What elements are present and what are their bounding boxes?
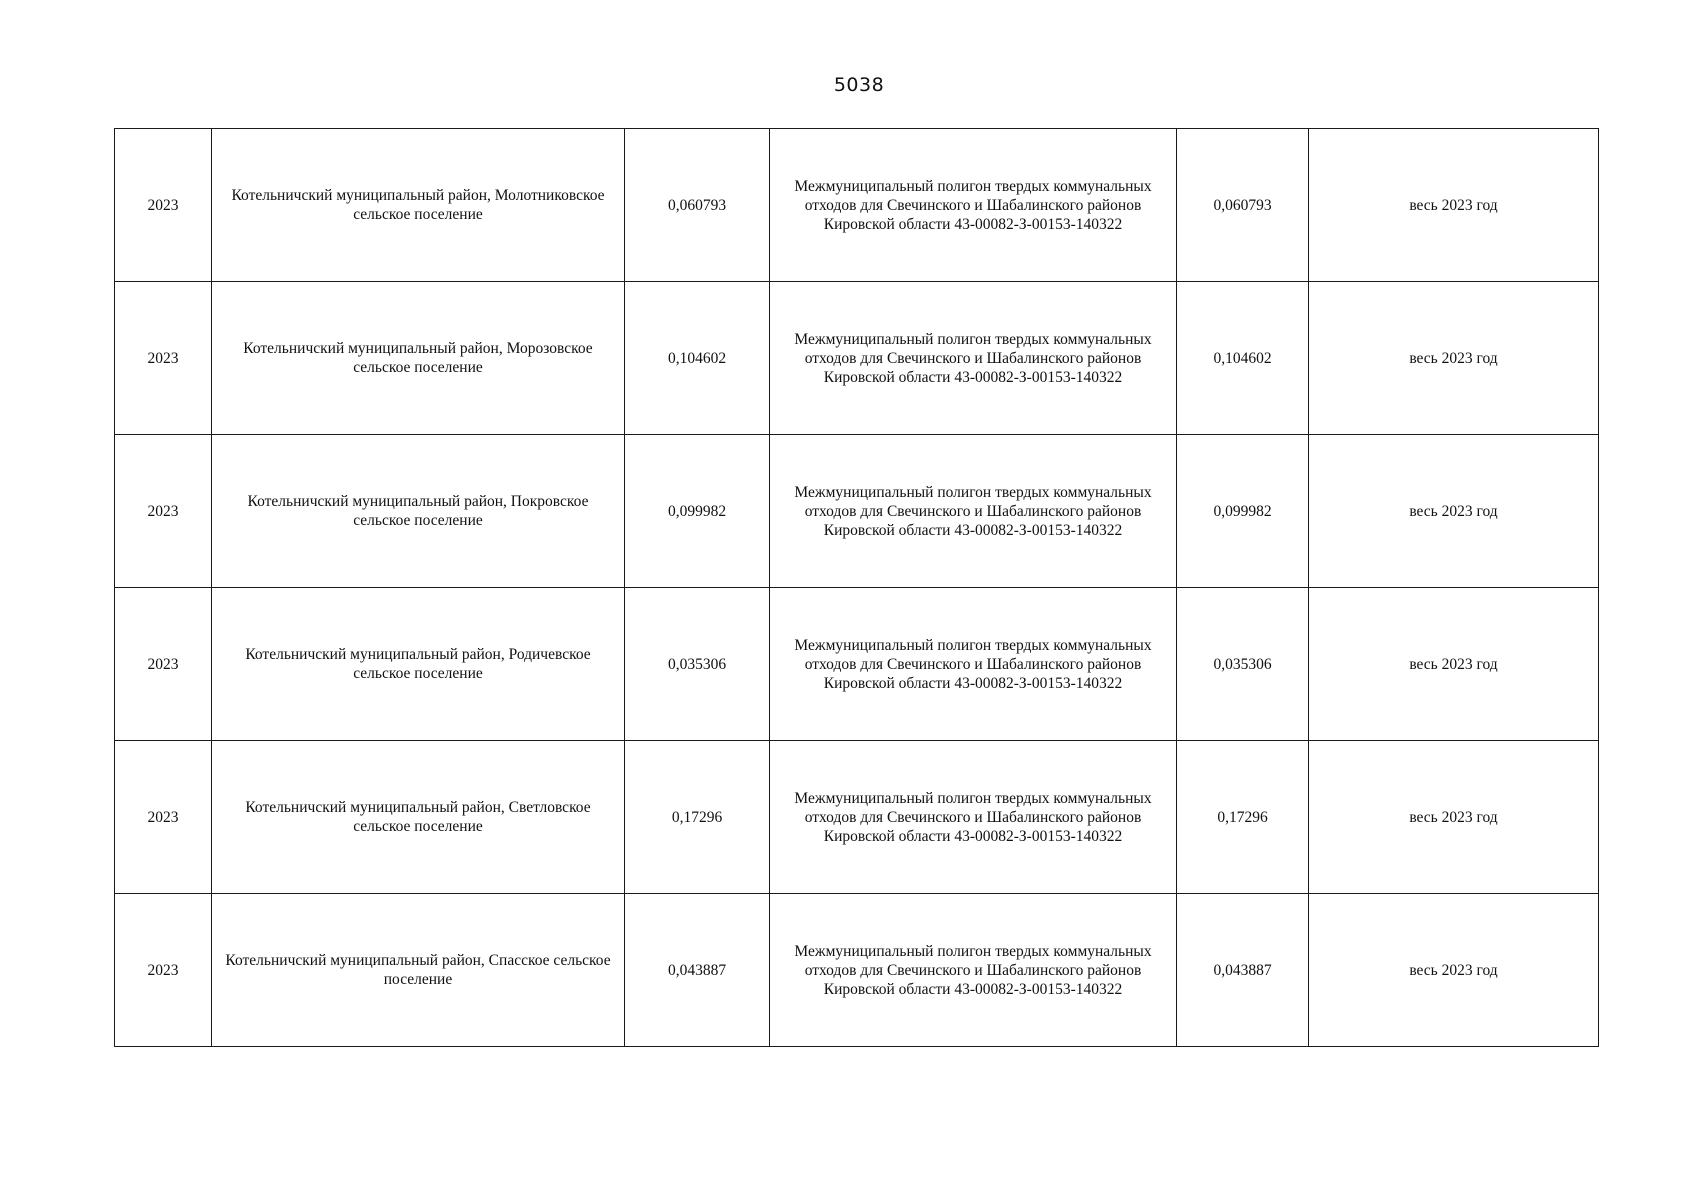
facility-cell: Межмуниципальный полигон твердых коммунальных отходов для Свечинского и Шабалинского районов Кировской области 43-00082-З-00153-140322 — [770, 282, 1177, 435]
volume-cell: 0,060793 — [625, 129, 770, 282]
table-row — [115, 435, 1599, 588]
facility-volume-cell: 0,043887 — [1177, 894, 1309, 1047]
municipality-cell: Котельничский муниципальный район, Спасское сельское поселение — [212, 894, 625, 1047]
table-row — [115, 741, 1599, 894]
period-cell: весь 2023 год — [1309, 894, 1599, 1047]
facility-volume-cell: 0,099982 — [1177, 435, 1309, 588]
municipality-cell: Котельничский муниципальный район, Морозовское сельское поселение — [212, 282, 625, 435]
municipality-cell: Котельничский муниципальный район, Молотниковское сельское поселение — [212, 129, 625, 282]
period-cell: весь 2023 год — [1309, 129, 1599, 282]
facility-cell: Межмуниципальный полигон твердых коммунальных отходов для Свечинского и Шабалинского районов Кировской области 43-00082-З-00153-140322 — [770, 129, 1177, 282]
year-cell: 2023 — [115, 741, 212, 894]
facility-cell: Межмуниципальный полигон твердых коммунальных отходов для Свечинского и Шабалинского районов Кировской области 43-00082-З-00153-140322 — [770, 588, 1177, 741]
table-row — [115, 282, 1599, 435]
facility-volume-cell: 0,17296 — [1177, 741, 1309, 894]
year-cell: 2023 — [115, 435, 212, 588]
year-cell: 2023 — [115, 588, 212, 741]
table-row — [115, 129, 1599, 282]
data-table — [114, 128, 1599, 1047]
facility-volume-cell: 0,060793 — [1177, 129, 1309, 282]
period-cell: весь 2023 год — [1309, 282, 1599, 435]
municipality-cell: Котельничский муниципальный район, Покровское сельское поселение — [212, 435, 625, 588]
facility-cell: Межмуниципальный полигон твердых коммунальных отходов для Свечинского и Шабалинского районов Кировской области 43-00082-З-00153-140322 — [770, 894, 1177, 1047]
page-number: 5038 — [833, 74, 885, 96]
table-row — [115, 894, 1599, 1047]
facility-volume-cell: 0,104602 — [1177, 282, 1309, 435]
volume-cell: 0,104602 — [625, 282, 770, 435]
volume-cell: 0,043887 — [625, 894, 770, 1047]
municipality-cell: Котельничский муниципальный район, Родичевское сельское поселение — [212, 588, 625, 741]
facility-cell: Межмуниципальный полигон твердых коммунальных отходов для Свечинского и Шабалинского районов Кировской области 43-00082-З-00153-140322 — [770, 435, 1177, 588]
table-row — [115, 588, 1599, 741]
period-cell: весь 2023 год — [1309, 741, 1599, 894]
facility-cell: Межмуниципальный полигон твердых коммунальных отходов для Свечинского и Шабалинского районов Кировской области 43-00082-З-00153-140322 — [770, 741, 1177, 894]
period-cell: весь 2023 год — [1309, 435, 1599, 588]
year-cell: 2023 — [115, 129, 212, 282]
year-cell: 2023 — [115, 894, 212, 1047]
period-cell: весь 2023 год — [1309, 588, 1599, 741]
municipality-cell: Котельничский муниципальный район, Светловское сельское поселение — [212, 741, 625, 894]
volume-cell: 0,035306 — [625, 588, 770, 741]
volume-cell: 0,17296 — [625, 741, 770, 894]
facility-volume-cell: 0,035306 — [1177, 588, 1309, 741]
volume-cell: 0,099982 — [625, 435, 770, 588]
year-cell: 2023 — [115, 282, 212, 435]
